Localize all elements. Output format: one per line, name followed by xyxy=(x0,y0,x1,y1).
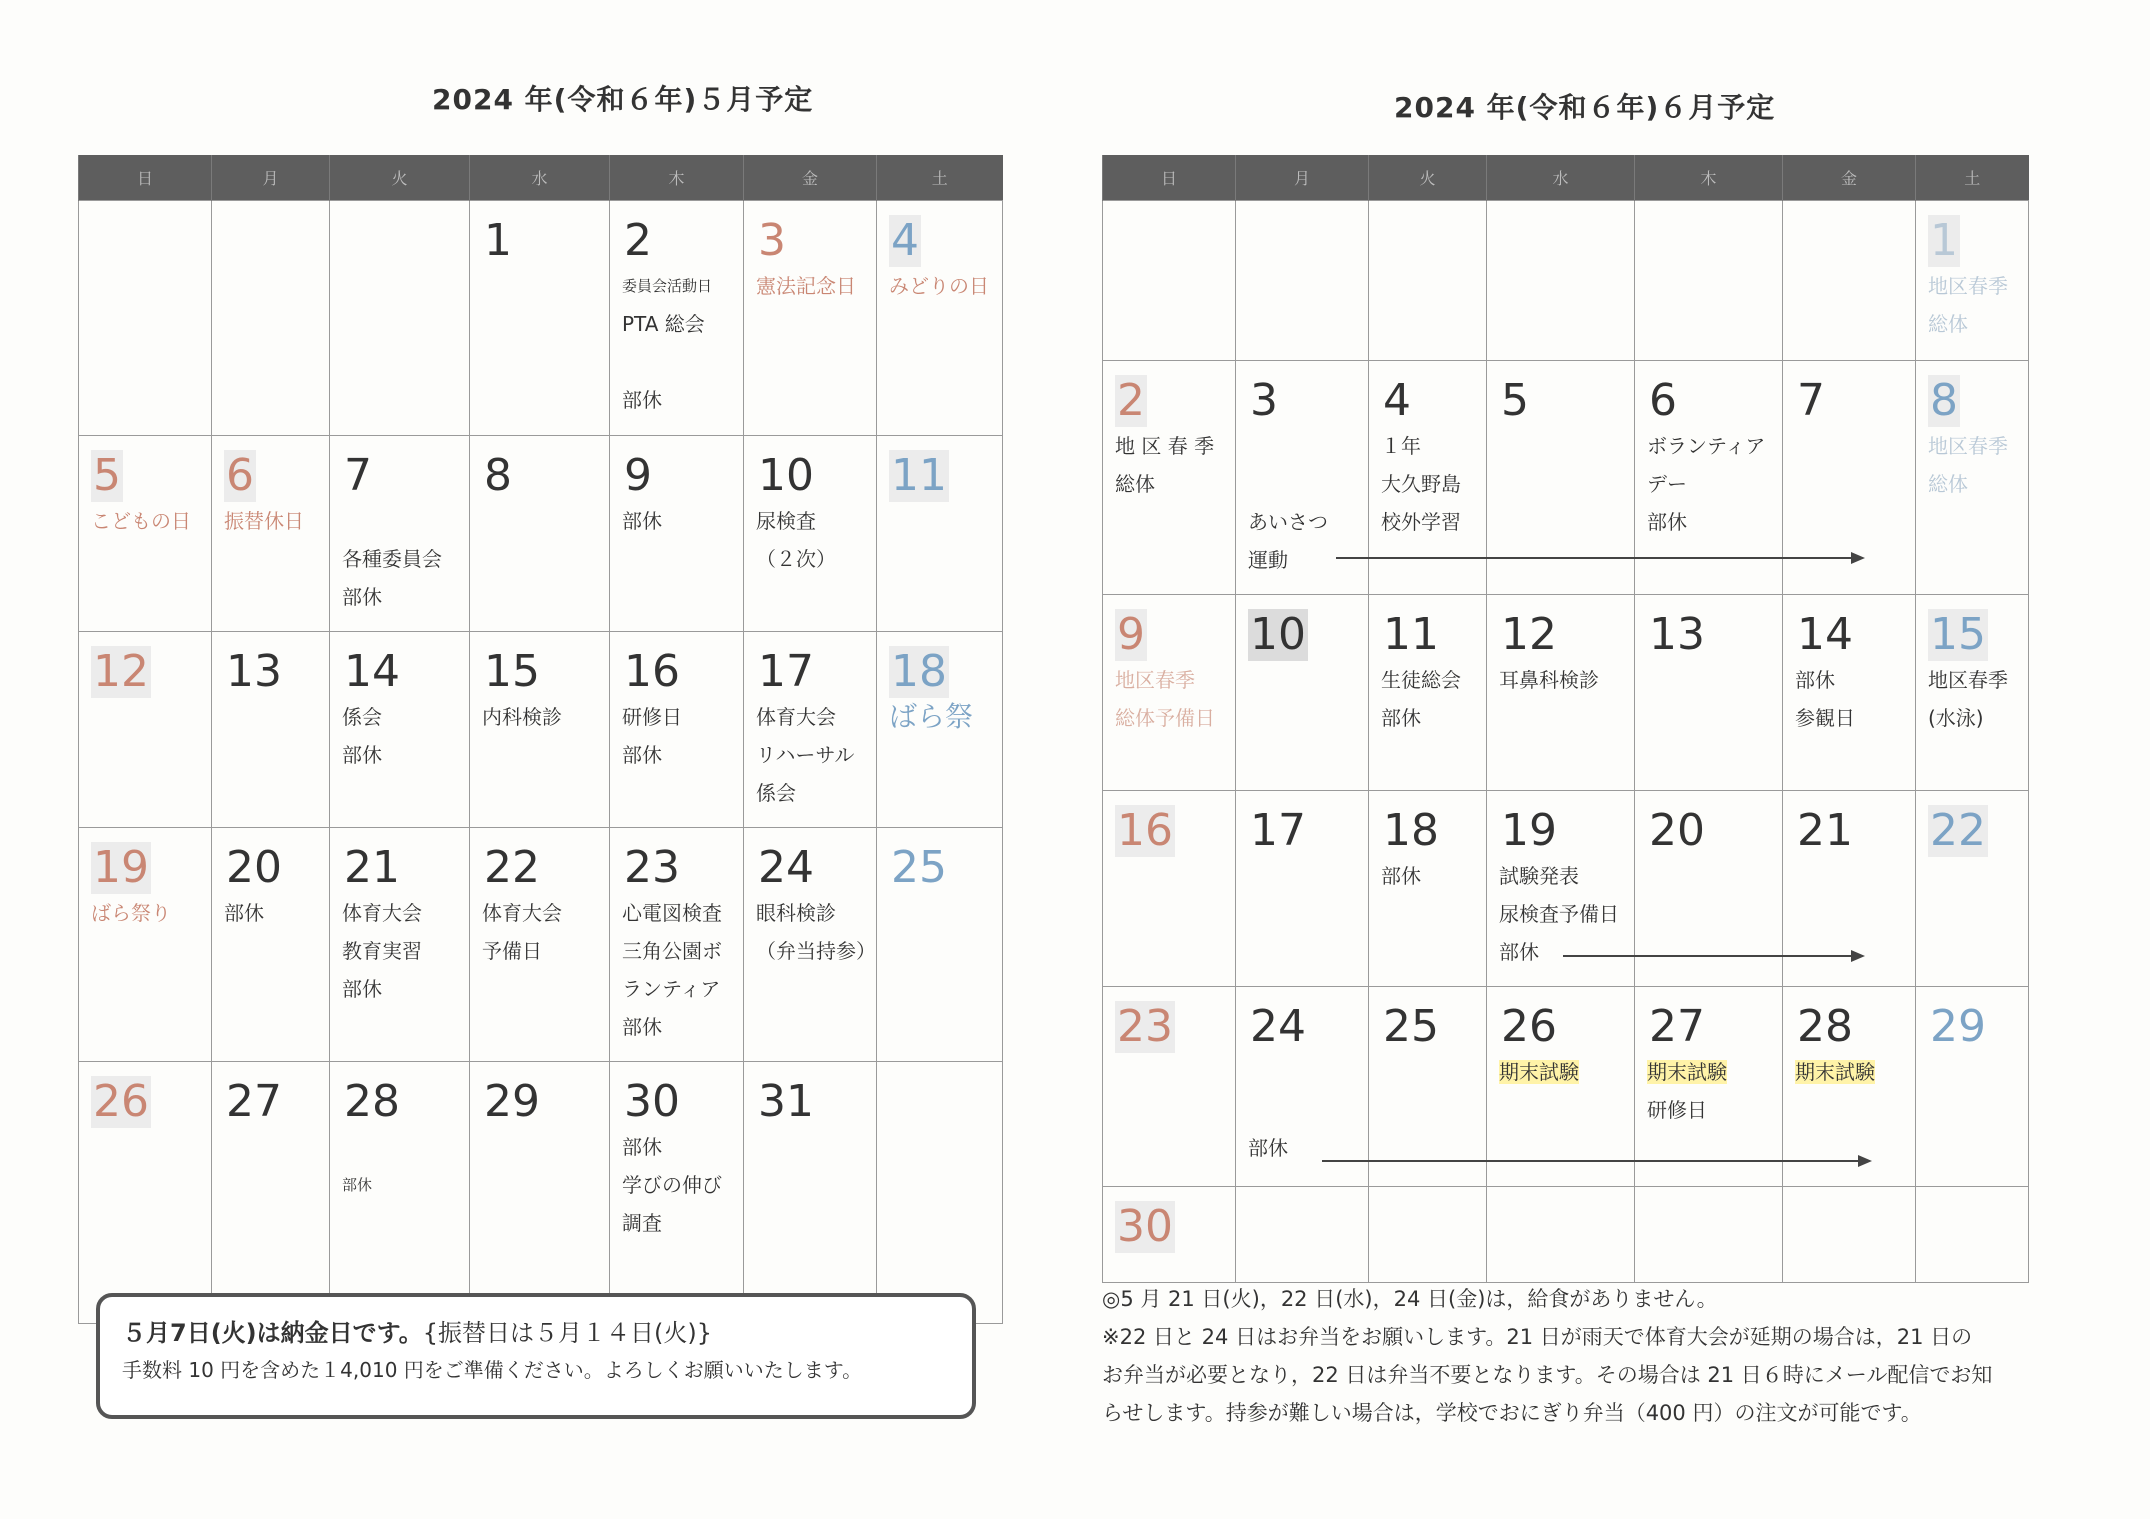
day-number: 15 xyxy=(484,646,540,697)
day-cell-empty xyxy=(1236,1187,1369,1283)
event: 地 区 春 季 xyxy=(1115,434,1215,458)
day-number: 24 xyxy=(758,842,814,893)
event: 部休 xyxy=(622,509,662,533)
event: 部休 xyxy=(342,585,382,609)
day-number: 3 xyxy=(758,215,786,266)
event: 部休 xyxy=(622,743,662,767)
notice-substitute-date: {振替日は５月１４日(火)} xyxy=(422,1319,712,1347)
holiday-label: 振替休日 xyxy=(224,509,304,533)
day-cell xyxy=(79,632,212,828)
weekday-label: 火 xyxy=(1369,155,1487,201)
day-cell xyxy=(1916,987,2029,1187)
day-number: 14 xyxy=(1797,609,1853,660)
event: 係会 xyxy=(342,705,382,729)
day-number: 23 xyxy=(624,842,680,893)
day-number: 25 xyxy=(891,842,947,893)
day-cell xyxy=(744,201,877,436)
day-number: 21 xyxy=(1797,805,1853,856)
day-number: 13 xyxy=(226,646,282,697)
day-number: 21 xyxy=(344,842,400,893)
day-number: 18 xyxy=(891,646,947,697)
day-cell-empty xyxy=(1635,201,1783,361)
day-cell xyxy=(1916,595,2029,791)
day-cell xyxy=(1916,791,2029,987)
event: 地区春季 xyxy=(1115,668,1195,692)
day-number: 18 xyxy=(1383,805,1439,856)
event: 試験発表 xyxy=(1499,864,1579,888)
day-cell xyxy=(470,632,610,828)
event: (水泳) xyxy=(1928,706,1984,730)
event: 教育実習 xyxy=(342,939,422,963)
event: 部休 xyxy=(1647,510,1687,534)
day-number: 27 xyxy=(226,1076,282,1127)
day-number: 28 xyxy=(1797,1001,1853,1052)
event: 部休 xyxy=(622,1135,662,1159)
day-number: 10 xyxy=(1250,609,1306,660)
day-number: 16 xyxy=(1117,805,1173,856)
day-number: 30 xyxy=(624,1076,680,1127)
event: 尿検査予備日 xyxy=(1499,902,1619,926)
exam-label: 期末試験 xyxy=(1499,1060,1579,1084)
day-number: 3 xyxy=(1250,375,1278,426)
event: 部休 xyxy=(342,1176,373,1194)
week-row xyxy=(79,632,1003,828)
event: 眼科検診 xyxy=(756,901,836,925)
day-cell xyxy=(212,828,330,1062)
day-cell xyxy=(330,1062,470,1324)
event: 参観日 xyxy=(1795,706,1855,730)
event: 部休 xyxy=(224,901,264,925)
day-cell-empty xyxy=(1783,201,1916,361)
day-number: 6 xyxy=(226,450,254,501)
day-cell-empty xyxy=(1103,201,1236,361)
day-cell-empty xyxy=(330,201,470,436)
day-cell-empty xyxy=(1487,201,1635,361)
day-cell xyxy=(610,1062,744,1324)
day-cell-empty xyxy=(1236,201,1369,361)
day-cell xyxy=(744,828,877,1062)
day-number: 8 xyxy=(1930,375,1958,426)
week-row xyxy=(79,828,1003,1062)
week-row xyxy=(1103,201,2029,361)
day-number: 11 xyxy=(1383,609,1439,660)
event: 大久野島 xyxy=(1381,472,1461,496)
notice-line-1 xyxy=(122,1313,972,1353)
day-number: 12 xyxy=(93,646,149,697)
day-cell xyxy=(212,436,330,632)
june-calendar xyxy=(1102,155,2029,1283)
day-cell-empty xyxy=(877,1062,1003,1324)
day-cell xyxy=(79,1062,212,1324)
event: ばら祭 xyxy=(889,700,974,733)
event: 体育大会 xyxy=(482,901,562,925)
day-cell xyxy=(470,1062,610,1324)
event: 学びの伸び xyxy=(622,1173,722,1197)
week-row xyxy=(79,201,1003,436)
weekday-label: 土 xyxy=(877,155,1003,201)
day-number: 6 xyxy=(1649,375,1677,426)
event: リハーサル xyxy=(756,743,855,767)
day-cell xyxy=(1635,595,1783,791)
event: （弁当持参） xyxy=(756,939,876,963)
day-number: 22 xyxy=(1930,805,1986,856)
day-cell xyxy=(1487,595,1635,791)
day-cell-empty xyxy=(1783,1187,1916,1283)
day-number: 17 xyxy=(1250,805,1306,856)
event: 係会 xyxy=(756,781,796,805)
day-cell xyxy=(1916,361,2029,595)
event: 地区春季 xyxy=(1928,434,2008,458)
weekday-label: 土 xyxy=(1916,155,2029,201)
day-cell xyxy=(1236,791,1369,987)
day-cell xyxy=(1369,987,1487,1187)
day-cell xyxy=(610,632,744,828)
event: 調査 xyxy=(622,1211,662,1235)
day-number: 22 xyxy=(484,842,540,893)
day-cell-empty xyxy=(1369,1187,1487,1283)
event: 研修日 xyxy=(622,705,682,729)
day-cell xyxy=(877,201,1003,436)
event: （２次） xyxy=(756,547,836,571)
event: 三角公園ボ xyxy=(622,939,722,963)
notice-line-2: 手数料 10 円を含めた１4,010 円をご準備ください。よろしくお願いいたします。 xyxy=(122,1358,863,1382)
holiday-label: みどりの日 xyxy=(889,274,989,298)
day-number: 31 xyxy=(758,1076,814,1127)
day-cell xyxy=(1236,987,1369,1187)
day-number: 4 xyxy=(1383,375,1411,426)
day-number: 2 xyxy=(1117,375,1145,426)
day-number: 9 xyxy=(624,450,652,501)
may-calendar xyxy=(78,155,1003,1324)
day-cell xyxy=(744,436,877,632)
week-row xyxy=(1103,595,2029,791)
weekday-label: 日 xyxy=(79,155,212,201)
day-number: 24 xyxy=(1250,1001,1306,1052)
day-cell xyxy=(330,436,470,632)
weekday-header xyxy=(1103,155,2029,201)
day-cell xyxy=(470,828,610,1062)
exam-label: 期末試験 xyxy=(1795,1060,1875,1084)
day-number: 1 xyxy=(484,215,512,266)
event: 地区春季 xyxy=(1928,274,2008,298)
day-number: 17 xyxy=(758,646,814,697)
day-cell xyxy=(744,632,877,828)
week-row xyxy=(1103,791,2029,987)
day-cell xyxy=(470,201,610,436)
day-cell xyxy=(1783,595,1916,791)
event: 内科検診 xyxy=(482,705,562,729)
day-number: 11 xyxy=(891,450,947,501)
day-number: 19 xyxy=(93,842,149,893)
day-cell xyxy=(1103,361,1236,595)
week-row xyxy=(1103,1187,2029,1283)
day-number: 23 xyxy=(1117,1001,1173,1052)
day-cell xyxy=(330,828,470,1062)
day-cell-empty xyxy=(1369,201,1487,361)
weekday-label: 水 xyxy=(470,155,610,201)
event: 部休 xyxy=(342,977,382,1001)
day-cell xyxy=(1635,987,1783,1187)
may-calendar-title: 2024 年(令和６年)５月予定 xyxy=(432,83,814,116)
event: 運動 xyxy=(1248,548,1288,572)
weekday-label: 木 xyxy=(1635,155,1783,201)
day-number: 26 xyxy=(1501,1001,1557,1052)
weekday-label: 火 xyxy=(330,155,470,201)
event: 体育大会 xyxy=(342,901,422,925)
day-cell-empty xyxy=(79,201,212,436)
payment-notice xyxy=(96,1293,976,1419)
week-row xyxy=(79,436,1003,632)
day-cell-empty xyxy=(1916,1187,2029,1283)
day-cell xyxy=(1916,201,2029,361)
event: 部休 xyxy=(1381,864,1421,888)
event: 予備日 xyxy=(482,939,542,963)
weekday-label: 日 xyxy=(1103,155,1236,201)
day-cell xyxy=(1783,791,1916,987)
week-row xyxy=(1103,361,2029,595)
day-number: 9 xyxy=(1117,609,1145,660)
day-cell xyxy=(1236,595,1369,791)
day-number: 5 xyxy=(93,450,121,501)
day-number: 7 xyxy=(344,450,372,501)
event: 部休 xyxy=(1795,668,1835,692)
day-cell xyxy=(877,828,1003,1062)
day-number: 30 xyxy=(1117,1201,1173,1252)
exam-label: 期末試験 xyxy=(1647,1060,1727,1084)
event: 生徒総会 xyxy=(1381,668,1461,692)
event: 尿検査 xyxy=(756,509,816,533)
event: １年 xyxy=(1381,434,1421,458)
span-arrow xyxy=(1336,557,1861,559)
event: 地区春季 xyxy=(1928,668,2008,692)
event: 総体 xyxy=(1115,472,1155,496)
lunch-note-3: お弁当が必要となり，22 日は弁当不要となります。その場合は 21 日６時にメール配信でお知 xyxy=(1102,1363,1993,1387)
event: PTA 総会 xyxy=(622,312,705,336)
lunch-note-4: らせします。持参が難しい場合は，学校でおにぎり弁当（400 円）の注文が可能です。 xyxy=(1102,1401,1922,1425)
day-cell xyxy=(610,201,744,436)
day-cell xyxy=(79,828,212,1062)
day-number: 1 xyxy=(1930,215,1958,266)
day-cell xyxy=(470,436,610,632)
event: 総体 xyxy=(1928,472,1968,496)
day-number: 14 xyxy=(344,646,400,697)
weekday-label: 金 xyxy=(1783,155,1916,201)
event: ボランティア xyxy=(1647,434,1766,458)
day-number: 2 xyxy=(624,215,652,266)
notice-heading: ５月7日(火)は納金日です。 xyxy=(122,1319,423,1347)
day-number: 27 xyxy=(1649,1001,1705,1052)
event: 総体 xyxy=(1928,312,1968,336)
event: デー xyxy=(1647,472,1687,496)
day-cell xyxy=(212,1062,330,1324)
day-cell xyxy=(1369,361,1487,595)
day-cell-empty xyxy=(1635,1187,1783,1283)
day-cell xyxy=(1635,791,1783,987)
event: 部休 xyxy=(342,743,382,767)
event: 心電図検査 xyxy=(622,901,722,925)
june-calendar-title: 2024 年(令和６年)６月予定 xyxy=(1394,91,1776,124)
weekday-header xyxy=(79,155,1003,201)
day-cell xyxy=(1103,987,1236,1187)
day-number: 8 xyxy=(484,450,512,501)
day-cell xyxy=(877,436,1003,632)
day-cell xyxy=(1103,595,1236,791)
day-cell xyxy=(610,436,744,632)
event: 体育大会 xyxy=(756,705,836,729)
day-cell xyxy=(1369,791,1487,987)
day-number: 15 xyxy=(1930,609,1986,660)
day-number: 28 xyxy=(344,1076,400,1127)
weekday-label: 金 xyxy=(744,155,877,201)
day-cell xyxy=(1783,361,1916,595)
day-cell xyxy=(1487,361,1635,595)
holiday-label: こどもの日 xyxy=(91,509,191,533)
weekday-label: 月 xyxy=(212,155,330,201)
week-row xyxy=(1103,987,2029,1187)
day-number: 25 xyxy=(1383,1001,1439,1052)
day-cell xyxy=(877,632,1003,828)
event: ばら祭り xyxy=(91,901,171,925)
event: 部休 xyxy=(622,1015,662,1039)
day-cell xyxy=(79,436,212,632)
day-cell xyxy=(1103,791,1236,987)
day-cell xyxy=(1783,987,1916,1187)
event: あいさつ xyxy=(1248,510,1328,534)
event: 研修日 xyxy=(1647,1098,1707,1122)
week-row xyxy=(79,1062,1003,1324)
day-number: 19 xyxy=(1501,805,1557,856)
day-number: 29 xyxy=(1930,1001,1986,1052)
day-number: 16 xyxy=(624,646,680,697)
weekday-label: 木 xyxy=(610,155,744,201)
day-cell xyxy=(610,828,744,1062)
day-number: 7 xyxy=(1797,375,1825,426)
holiday-label: 憲法記念日 xyxy=(756,274,856,298)
day-number: 4 xyxy=(891,215,919,266)
day-cell xyxy=(330,632,470,828)
event: 総体予備日 xyxy=(1115,706,1215,730)
event: 部休 xyxy=(1248,1136,1288,1160)
event: 部休 xyxy=(622,388,662,412)
day-number: 12 xyxy=(1501,609,1557,660)
day-number: 10 xyxy=(758,450,814,501)
event: 部休 xyxy=(1499,940,1539,964)
day-cell xyxy=(1635,361,1783,595)
day-cell-empty xyxy=(1487,1187,1635,1283)
event: ランティア xyxy=(622,977,721,1001)
span-arrow xyxy=(1563,955,1861,957)
event: 校外学習 xyxy=(1381,510,1461,534)
day-cell xyxy=(1103,1187,1236,1283)
weekday-label: 月 xyxy=(1236,155,1369,201)
lunch-note-1: ◎5 月 21 日(火)，22 日(水)，24 日(金)は，給食がありません。 xyxy=(1102,1287,1718,1311)
day-cell xyxy=(1236,361,1369,595)
day-number: 20 xyxy=(1649,805,1705,856)
day-cell xyxy=(212,632,330,828)
day-cell xyxy=(744,1062,877,1324)
weekday-label: 水 xyxy=(1487,155,1635,201)
event: 各種委員会 xyxy=(342,547,442,571)
day-number: 13 xyxy=(1649,609,1705,660)
event: 耳鼻科検診 xyxy=(1499,668,1599,692)
event: 部休 xyxy=(1381,706,1421,730)
day-number: 26 xyxy=(93,1076,149,1127)
day-number: 20 xyxy=(226,842,282,893)
day-cell-empty xyxy=(212,201,330,436)
day-number: 5 xyxy=(1501,375,1529,426)
day-cell xyxy=(1369,595,1487,791)
day-cell xyxy=(1487,987,1635,1187)
lunch-note-2: ※22 日と 24 日はお弁当をお願いします。21 日が雨天で体育大会が延期の場合は，21 日の xyxy=(1102,1325,1973,1349)
day-number: 29 xyxy=(484,1076,540,1127)
event: 委員会活動日 xyxy=(622,277,713,295)
day-cell xyxy=(1487,791,1635,987)
span-arrow xyxy=(1322,1160,1868,1162)
